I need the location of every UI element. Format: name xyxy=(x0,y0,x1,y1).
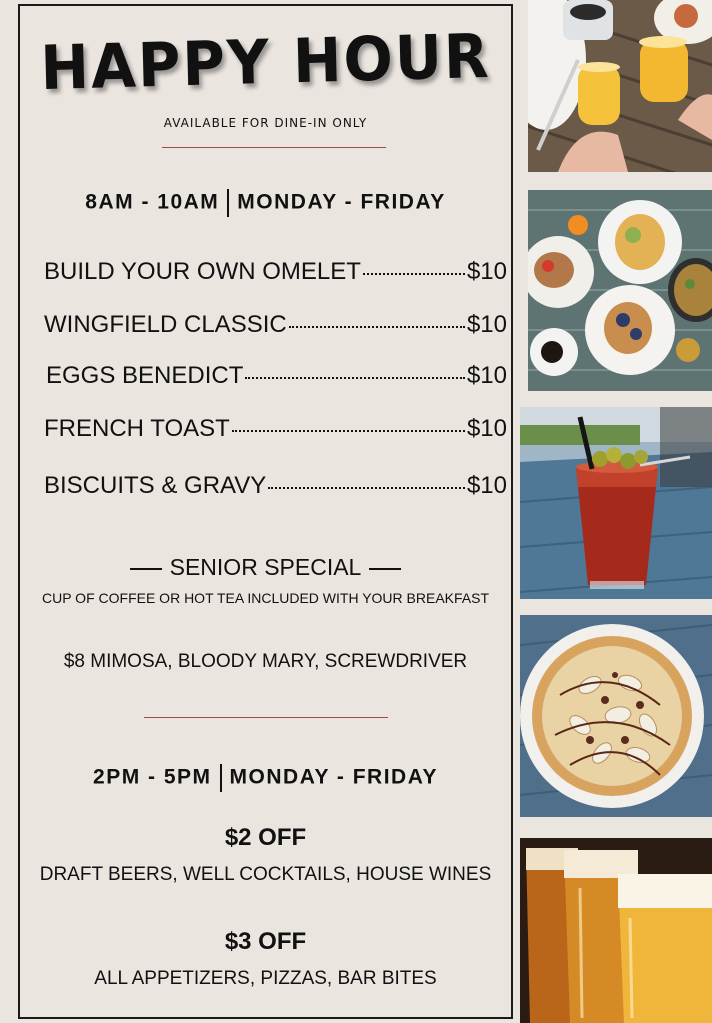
breakfast-days: MONDAY - FRIDAY xyxy=(237,190,446,214)
afternoon-hours xyxy=(20,764,511,792)
dot-leader xyxy=(245,377,465,379)
menu-item-price: $10 xyxy=(466,258,507,285)
senior-special-heading xyxy=(20,554,511,581)
menu-item xyxy=(44,415,507,443)
dot-leader xyxy=(268,487,465,489)
divider-middle xyxy=(144,717,388,718)
pizza-photo xyxy=(520,615,712,817)
breakfast-time: 8AM - 10AM xyxy=(85,190,220,214)
afternoon-time: 2PM - 5PM xyxy=(93,765,212,789)
menu-item xyxy=(44,311,507,339)
senior-special-title: SENIOR SPECIAL xyxy=(169,554,362,580)
separator-bar xyxy=(220,764,222,792)
menu-item xyxy=(46,362,507,390)
menu-item-name: EGGS BENEDICT xyxy=(46,362,244,389)
dash-left xyxy=(130,568,162,570)
menu-item-price: $10 xyxy=(466,362,507,389)
mimosa-photo xyxy=(528,0,712,172)
dine-in-note: AVAILABLE FOR DINE-IN ONLY xyxy=(163,116,368,130)
menu-panel xyxy=(18,4,513,1019)
deal-2-text: ALL APPETIZERS, PIZZAS, BAR BITES xyxy=(94,968,437,989)
dash-right xyxy=(369,568,401,570)
deal-2-title: $3 OFF xyxy=(224,928,307,955)
afternoon-days: MONDAY - FRIDAY xyxy=(229,765,438,789)
menu-item-price: $10 xyxy=(466,415,507,442)
breakfast-hours xyxy=(20,189,511,217)
breakfast-plates-photo xyxy=(528,190,712,391)
page-title: HAPPY HOUR xyxy=(39,20,492,104)
dot-leader xyxy=(289,326,465,328)
bloody-mary-photo xyxy=(520,407,712,599)
dot-leader xyxy=(232,430,465,432)
deal-1-text: DRAFT BEERS, WELL COCKTAILS, HOUSE WINES xyxy=(39,864,492,885)
menu-item-name: BUILD YOUR OWN OMELET xyxy=(44,258,361,285)
menu-item xyxy=(44,472,507,500)
senior-special-text: CUP OF COFFEE OR HOT TEA INCLUDED WITH YOUR BREAKFAST xyxy=(41,590,490,606)
dot-leader xyxy=(363,273,465,275)
menu-item-price: $10 xyxy=(466,311,507,338)
menu-item xyxy=(44,258,507,286)
divider-top xyxy=(162,147,386,148)
menu-item-name: FRENCH TOAST xyxy=(44,415,230,442)
menu-item-name: BISCUITS & GRAVY xyxy=(44,472,267,499)
separator-bar xyxy=(227,189,229,217)
menu-item-price: $10 xyxy=(466,472,507,499)
beers-photo xyxy=(520,838,712,1023)
menu-item-name: WINGFIELD CLASSIC xyxy=(44,311,287,338)
deal-1-title: $2 OFF xyxy=(224,824,307,851)
drink-special: $8 MIMOSA, BLOODY MARY, SCREWDRIVER xyxy=(63,651,468,672)
